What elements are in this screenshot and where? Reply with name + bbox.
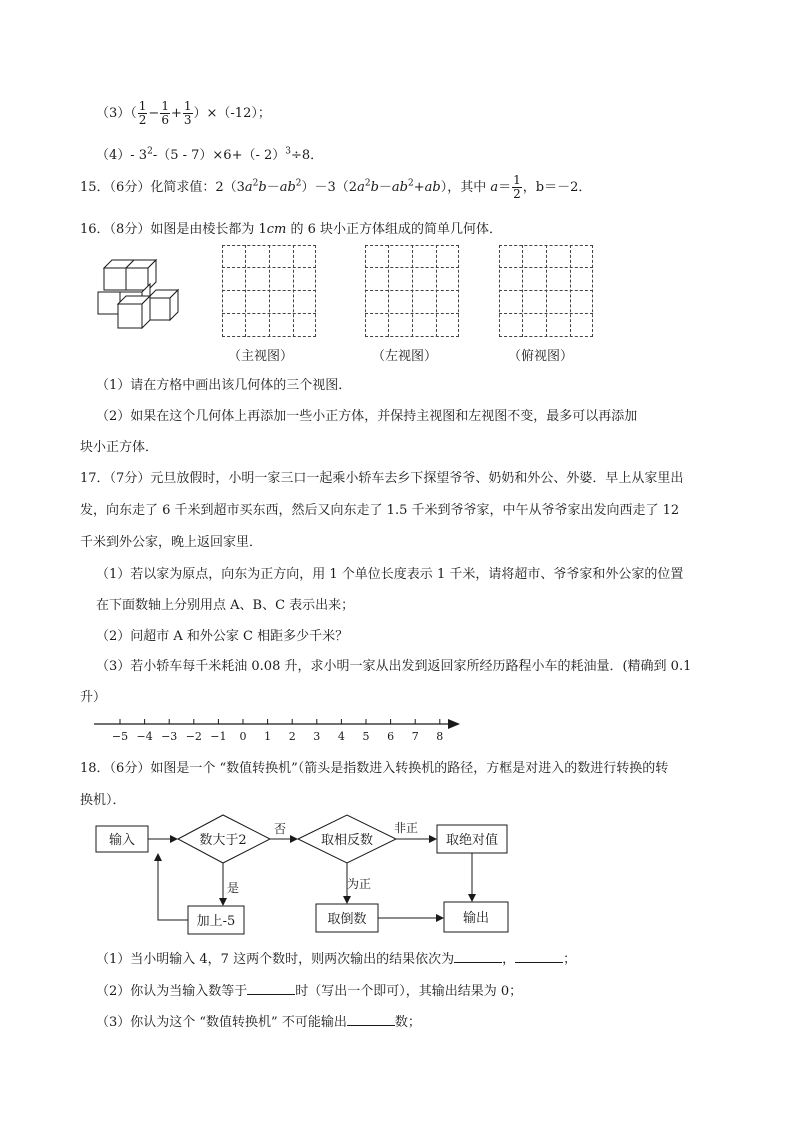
q18-sub1: （1）当小明输入 4，7 这两个数时，则两次输出的结果依次为 ， ；	[96, 952, 577, 967]
answer-blank[interactable]	[347, 1013, 395, 1026]
caption-front-view: （主视图）	[228, 349, 294, 364]
flow-yes-label: 是	[227, 881, 240, 895]
cube-figure	[96, 256, 192, 332]
number-line-label: 6	[387, 730, 395, 743]
answer-blank[interactable]	[247, 982, 295, 995]
q17-sub3a: （3）若小轿车每千米耗油 0.08 升，求小明一家从出发到返回家所经历路程小车的耗油量．(精确到 0.1	[96, 659, 692, 674]
number-line-label: −4	[136, 730, 153, 743]
q16-sub2a: （2）如果在这个几何体上再添加一些小正方体，并保持主视图和左视图不变，最多可以再添加	[96, 409, 638, 424]
q17-line3: 千米到外公家，晚上返回家里．	[80, 535, 263, 550]
fraction: $\frac{1}{3}$	[183, 99, 192, 127]
flow-no-label: 否	[274, 822, 287, 836]
q17-sub2: （2）问超市 A 和外公家 C 相距多少千米？	[96, 629, 349, 644]
flow-decision1-text: 数大于2	[199, 833, 247, 848]
top-view-grid	[499, 245, 593, 337]
fraction: $\frac{1}{6}$	[161, 99, 169, 127]
number-line-label: 7	[411, 730, 419, 743]
flow-input-text: 输入	[108, 833, 136, 848]
flow-add-text: 加上-5	[196, 914, 236, 929]
q16-sub2b: 块小正方体．	[80, 440, 159, 455]
q16-title: 16．（8分）如图是由棱长都为 1cm 的 6 块小正方体组成的简单几何体．	[80, 222, 502, 237]
number-line-label: −5	[111, 730, 129, 743]
q17-sub3b: 升）	[80, 690, 107, 705]
number-line-label: 4	[337, 730, 345, 743]
flow-recip-text: 取倒数	[327, 912, 367, 927]
number-line-label: 8	[436, 730, 444, 743]
left-view-grid	[365, 245, 459, 337]
q17-line1: 17．（7分）元旦放假时，小明一家三口一起乘小轿车去乡下探望爷爷、奶奶和外公、外婆．早上从家里出	[80, 471, 684, 486]
q14-part4: （4）- $3^2-(5 - 7)\times 6+(-$ 2）$^3$÷8．	[96, 146, 324, 163]
flow-output-text: 输出	[462, 911, 490, 926]
number-line-label: −3	[161, 730, 178, 743]
fraction: $\frac{1}{2}$	[513, 173, 521, 201]
caption-top-view: （俯视图）	[508, 349, 574, 364]
q18-line1: 18．（6分）如图是一个 “数值转换机”（箭头是指数进入转换机的路径，方框是对进入的数进行转换的转	[80, 761, 669, 776]
flow-decision2-text: 取相反数	[320, 833, 374, 848]
flow-nonpos-label: 非正	[394, 821, 419, 835]
q15: 15．（6分）化简求值：$2(3a^2b-ab^2)-3(2a^2b-ab^2+ab)$，其中 a＝ $\frac{1}{2}$ ，b＝－2．	[80, 173, 592, 201]
q14-part3: （3）（ $\frac{1}{2}$ − $\frac{1}{6}$ + $\frac{1}{3}$ ）×（-12）；	[96, 99, 271, 127]
fraction: $\frac{1}{2}$	[138, 99, 147, 127]
number-line-label: 2	[288, 730, 296, 743]
q16-sub1: （1）请在方格中画出该几何体的三个视图．	[96, 378, 352, 393]
q17-line2: 发，向东走了 6 千米到超市买东西，然后又向东走了 1.5 千米到爷爷家，中午从爷爷家出发向西走了 12	[80, 503, 680, 518]
q18-sub2: （2）你认为当输入数等于 时（写出一个即可），其输出结果为 0；	[96, 984, 523, 999]
answer-blank[interactable]	[454, 950, 502, 963]
number-line-label: −2	[185, 730, 202, 743]
flow-pos-label: 为正	[347, 877, 372, 891]
number-line-label: 5	[362, 730, 370, 743]
answer-blank[interactable]	[515, 950, 563, 963]
number-line-label: 1	[264, 730, 272, 743]
caption-left-view: （左视图）	[372, 349, 438, 364]
number-line	[90, 712, 470, 746]
q18-line2: 换机）．	[80, 793, 126, 808]
q18-sub3: （3）你认为这个 “数值转换机” 不可能输出 数；	[96, 1015, 421, 1030]
q17-sub1b: 在下面数轴上分别用点 A、B、C 表示出来；	[96, 598, 355, 613]
front-view-grid	[222, 245, 316, 337]
flow-abs-text: 取绝对值	[445, 833, 499, 848]
number-line-label: 0	[239, 730, 247, 743]
q17-sub1a: （1）若以家为原点，向东为正方向，用 1 个单位长度表示 1 千米，请将超市、爷爷家和外公家的位置	[96, 567, 684, 582]
number-line-label: −1	[210, 730, 227, 743]
flowchart	[90, 812, 530, 940]
number-line-label: 3	[313, 730, 321, 743]
